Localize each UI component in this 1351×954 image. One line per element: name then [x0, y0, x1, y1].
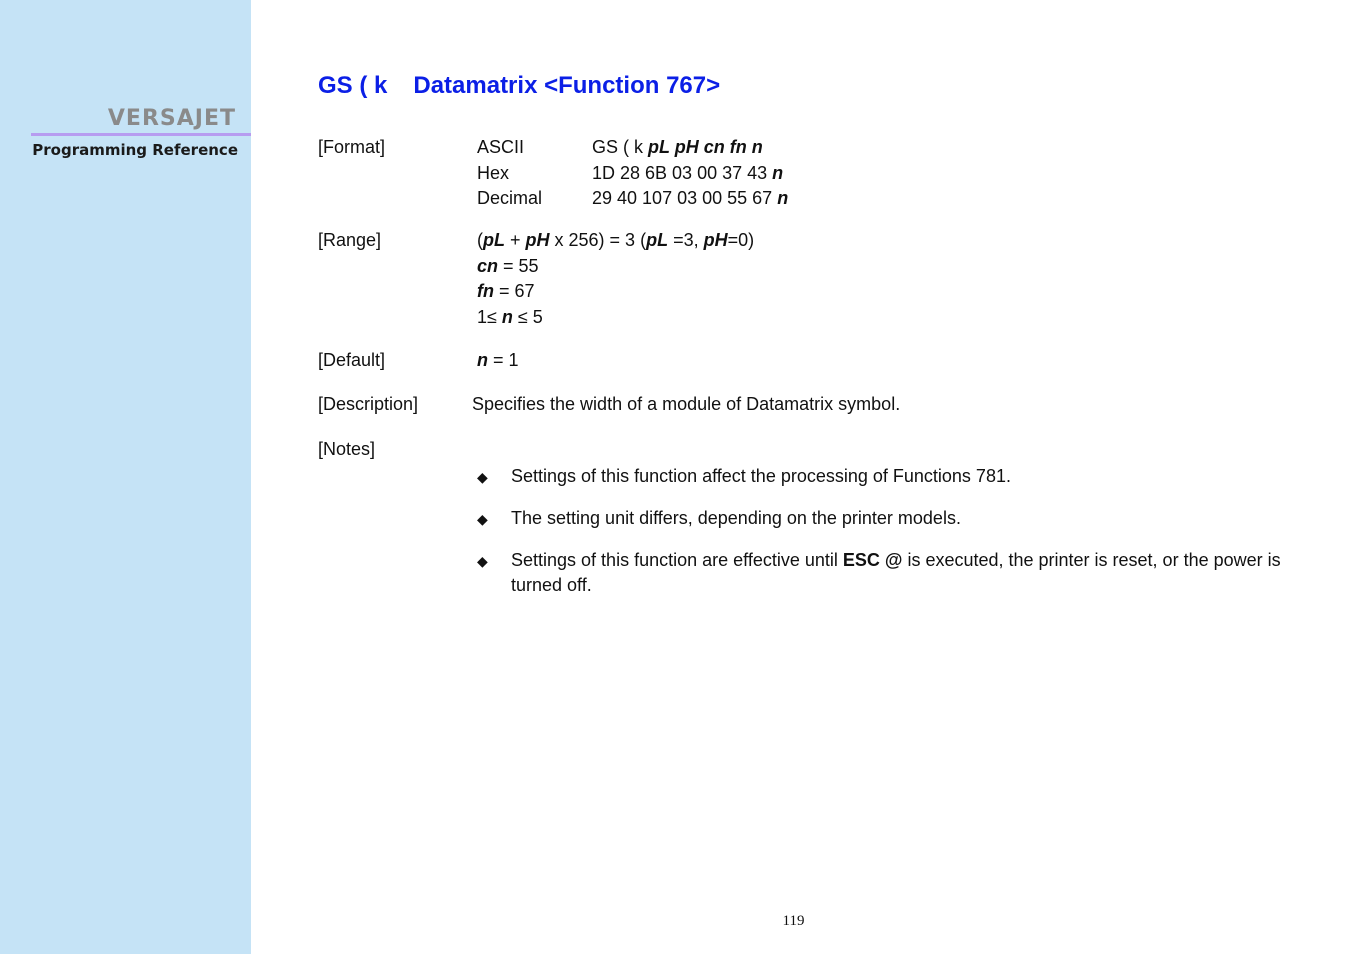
default-value: n = 1	[477, 350, 519, 370]
page-number: 119	[782, 913, 805, 929]
format-kind-hex: Hex	[477, 163, 510, 183]
format-value-decimal: 29 40 107 03 00 55 67 n	[592, 188, 789, 208]
description-text: Specifies the width of a module of Datamatrix symbol.	[472, 394, 901, 414]
format-kind-decimal: Decimal	[477, 188, 543, 208]
range-line-1: (pL + pH x 256) = 3 (pL =3, pH=0)	[477, 230, 755, 250]
format-value-ascii: GS ( k pL pH cn fn n	[592, 137, 763, 157]
page-title	[318, 72, 720, 100]
note-item-2: The setting unit differs, depending on the printer models.	[511, 508, 961, 528]
format-label: [Format]	[318, 137, 386, 157]
title-function: Datamatrix <Function 767>	[413, 72, 721, 99]
note-item-1: Settings of this function affect the processing of Functions 781.	[511, 466, 1011, 486]
sidebar	[0, 0, 251, 954]
bullet-diamond-icon: ◆	[477, 553, 488, 569]
description-label: [Description]	[318, 394, 419, 414]
range-line-3: fn = 67	[477, 281, 535, 301]
brand-subtitle: Programming Reference	[32, 141, 238, 159]
notes-label: [Notes]	[318, 439, 376, 459]
title-command: GS ( k	[318, 72, 388, 99]
default-label: [Default]	[318, 350, 386, 370]
note-item-3: Settings of this function are effective until ESC @ is executed, the printer is reset, or the power is turned off.	[511, 550, 1281, 595]
format-value-hex: 1D 28 6B 03 00 37 43 n	[592, 163, 784, 183]
range-label: [Range]	[318, 230, 382, 250]
format-kind-ascii: ASCII	[477, 137, 525, 157]
bullet-diamond-icon: ◆	[477, 511, 488, 527]
range-line-4: 1≤ n ≤ 5	[477, 307, 543, 327]
brand-logo: VERSAJET	[107, 106, 236, 131]
bullet-diamond-icon: ◆	[477, 469, 488, 485]
brand-divider	[31, 133, 251, 136]
range-line-2: cn = 55	[477, 256, 539, 276]
